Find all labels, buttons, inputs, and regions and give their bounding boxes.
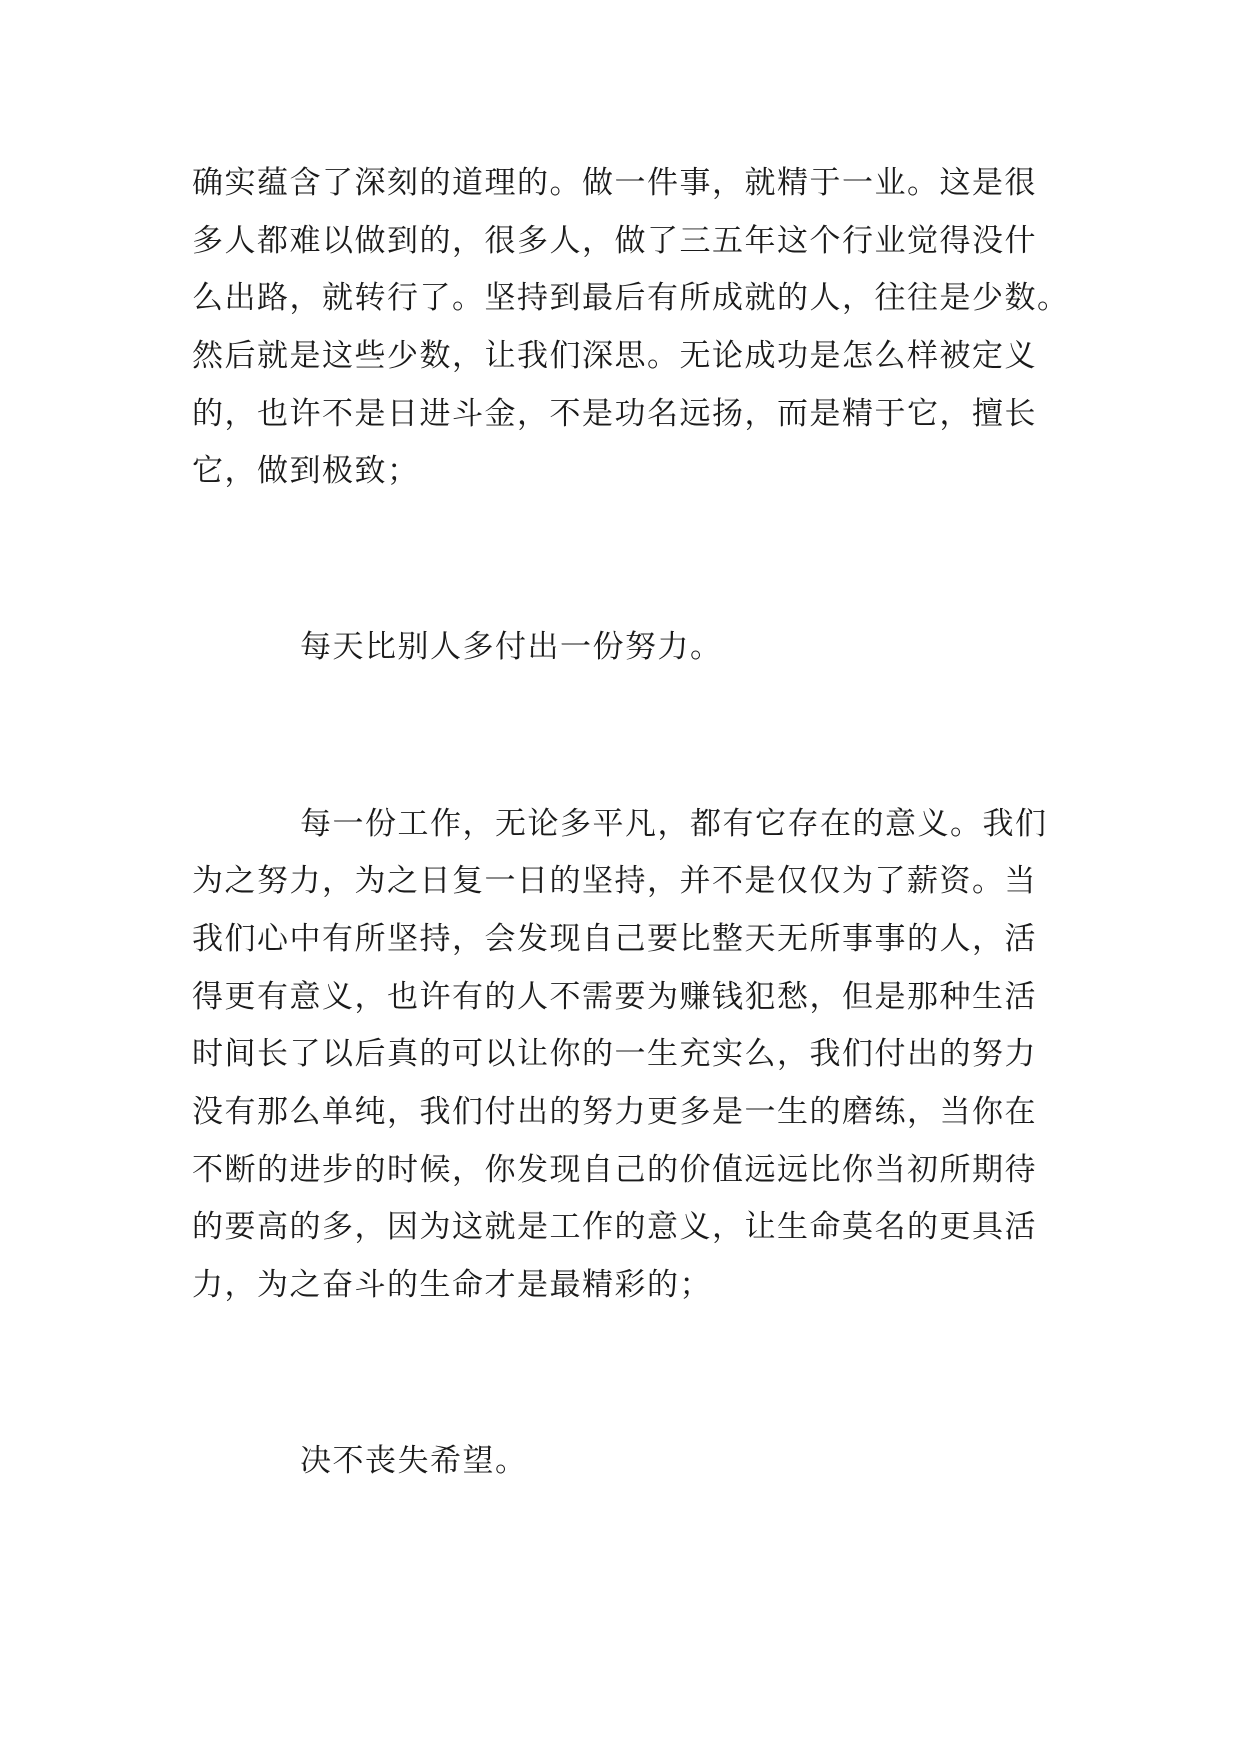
text-line: 多人都难以做到的，很多人，做了三五年这个行业觉得没什 bbox=[192, 223, 1037, 259]
text-line: 每一份工作，无论多平凡，都有它存在的意义。我们 bbox=[300, 806, 1048, 842]
text-line: 然后就是这些少数，让我们深思。无论成功是怎么样被定义 bbox=[192, 338, 1037, 374]
text-line: 力，为之奋斗的生命才是最精彩的； bbox=[192, 1267, 712, 1303]
text-line: 不断的进步的时候，你发现自己的价值远远比你当初所期待 bbox=[192, 1152, 1037, 1188]
text-line: 时间长了以后真的可以让你的一生充实么，我们付出的努力 bbox=[192, 1036, 1037, 1072]
text-line: 么出路，就转行了。坚持到最后有所成就的人，往往是少数。 bbox=[192, 280, 1070, 316]
text-line: 得更有意义，也许有的人不需要为赚钱犯愁，但是那种生活 bbox=[192, 979, 1037, 1015]
text-line: 每天比别人多付出一份努力。 bbox=[300, 629, 723, 665]
text-line: 我们心中有所坚持，会发现自己要比整天无所事事的人，活 bbox=[192, 921, 1037, 957]
text-line: 为之努力，为之日复一日的坚持，并不是仅仅为了薪资。当 bbox=[192, 863, 1037, 899]
text-line: 的，也许不是日进斗金，不是功名远扬，而是精于它，擅长 bbox=[192, 396, 1037, 432]
text-line: 的要高的多，因为这就是工作的意义，让生命莫名的更具活 bbox=[192, 1209, 1037, 1245]
text-line: 没有那么单纯，我们付出的努力更多是一生的磨练，当你在 bbox=[192, 1094, 1037, 1130]
text-line: 决不丧失希望。 bbox=[300, 1443, 528, 1479]
text-line: 确实蕴含了深刻的道理的。做一件事，就精于一业。这是很 bbox=[192, 165, 1037, 201]
text-line: 它，做到极致； bbox=[192, 453, 420, 489]
